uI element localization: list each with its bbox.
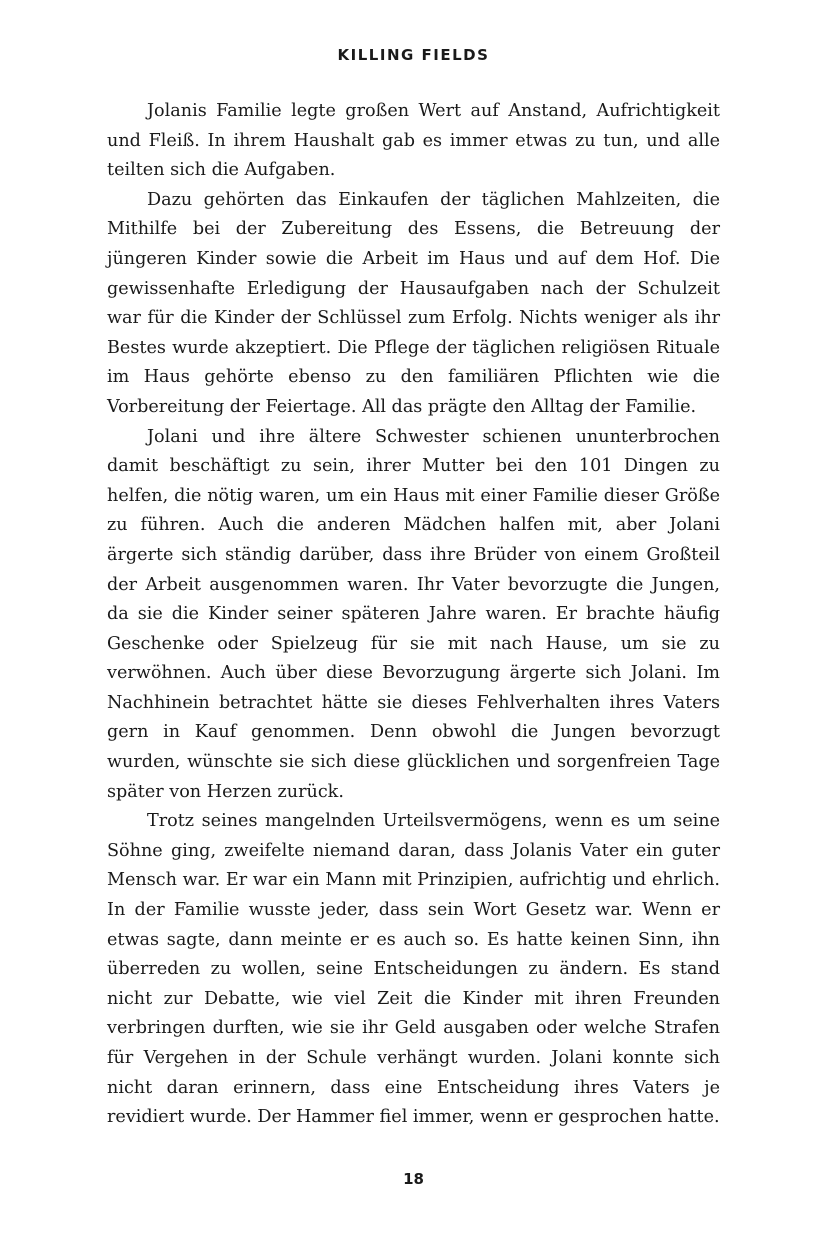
paragraph: Jolanis Familie legte großen Wert auf Anstand, Aufrichtigkeit und Fleiß. In ihrem Haushalt gab es immer etwas zu tun, und alle teilten sich die Aufgaben. (107, 101, 720, 181)
page-number: 18 (403, 1170, 424, 1188)
paragraph: Dazu gehörten das Einkaufen der täglichen Mahlzeiten, die Mithilfe bei der Zubereitung des Essens, die Betreuung der jüngeren Kinder sowie die Arbeit im Haus und auf dem Hof. Die gewissenhafte Erledigung der Hausaufgaben nach der Schulzeit war für die Kinder der Schlüssel zum Erfolg. Nichts weniger als ihr Bestes wurde akzeptiert. Die Pflege der täglichen religiösen Rituale im Haus gehörte ebenso zu den familiären Pflichten wie die Vorbereitung der Feiertage. All das prägte den Alltag der Familie. (107, 189, 720, 417)
body-text (107, 97, 720, 1133)
running-header: KILLING FIELDS (337, 46, 490, 64)
paragraph: Trotz seines mangelnden Urteilsvermögens, wenn es um seine Söhne ging, zweifelte niemand daran, dass Jolanis Vater ein guter Mensch war. Er war ein Mann mit Prinzipien, aufrichtig und ehrlich. In der Familie wusste jeder, dass sein Wort Gesetz war. Wenn er etwas sagte, dann meinte er es auch so. Es hatte keinen Sinn, ihn überreden zu wollen, seine Entscheidungen zu ändern. Es stand nicht zur Debatte, wie viel Zeit die Kinder mit ihren Freunden verbringen durften, wie sie ihr Geld ausgaben oder welche Strafen für Vergehen in der Schule verhängt wurden. Jolani konnte sich nicht daran erinnern, dass eine Entscheidung ihres Vaters je revidiert wurde. Der Hammer fiel immer, wenn er gesprochen hatte. (107, 811, 720, 1128)
paragraph: Jolani und ihre ältere Schwester schienen ununterbrochen damit beschäftigt zu sein, ihrer Mutter bei den 101 Dingen zu helfen, die nötig waren, um ein Haus mit einer Familie dieser Größe zu führen. Auch die anderen Mädchen halfen mit, aber Jolani ärgerte sich ständig darüber, dass ihre Brüder von einem Großteil der Arbeit ausgenommen waren. Ihr Vater bevorzugte die Jungen, da sie die Kinder seiner späteren Jahre waren. Er brachte häufig Geschenke oder Spielzeug für sie mit nach Hause, um sie zu verwöhnen. Auch über diese Bevorzugung ärgerte sich Jolani. Im Nachhinein betrachtet hätte sie dieses Fehlverhalten ihres Vaters gern in Kauf genommen. Denn obwohl die Jungen bevorzugt wurden, wünschte sie sich diese glücklichen und sorgenfreien Tage später von Herzen zurück. (107, 426, 720, 802)
